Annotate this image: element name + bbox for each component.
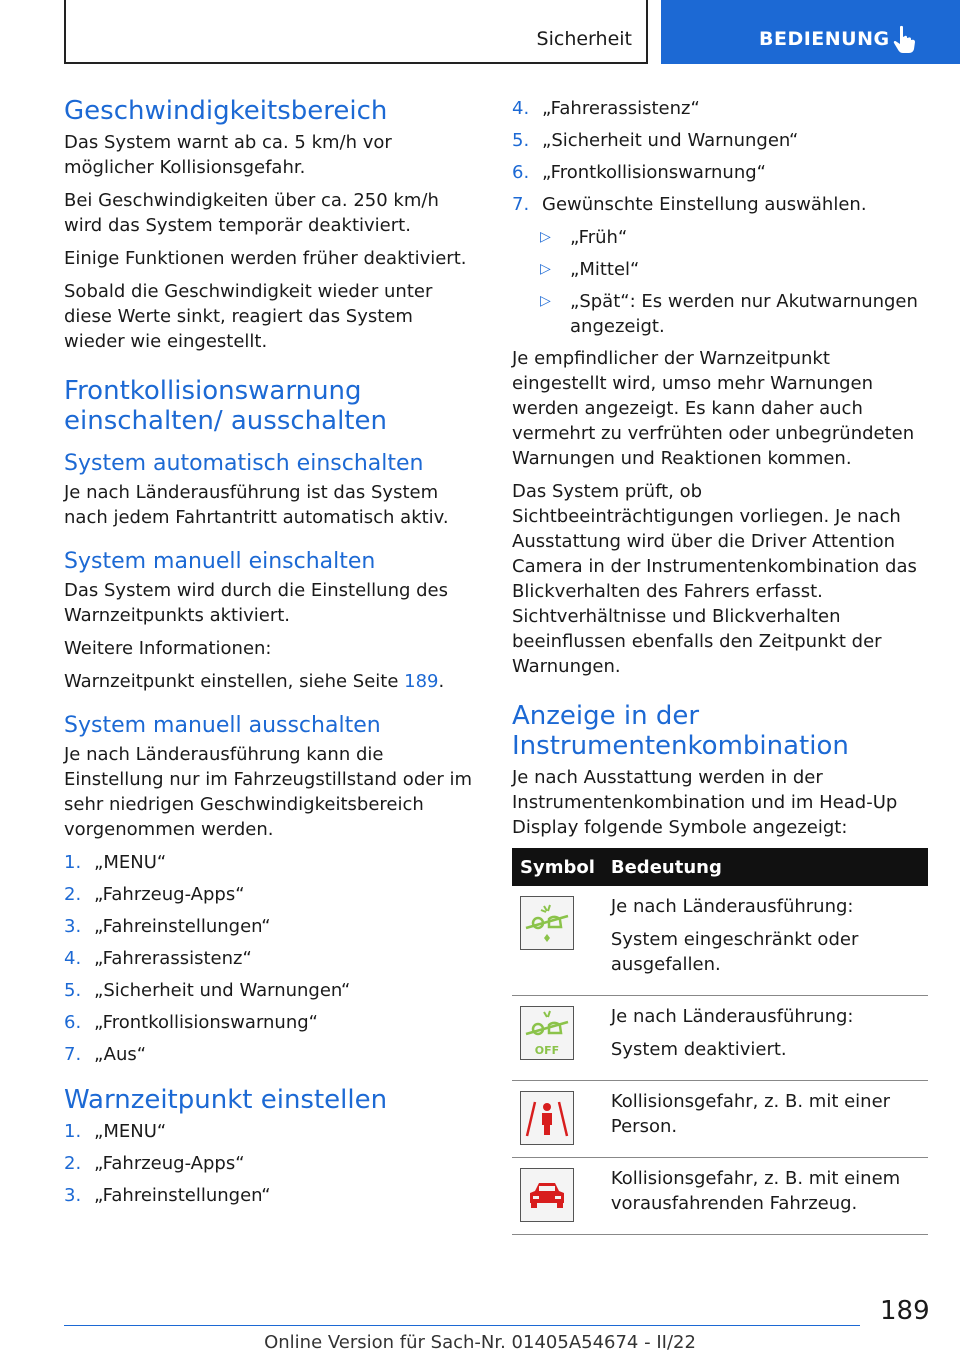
paragraph: Je nach Ausstattung werden in der Instrumentenkombination und im Head-Up Display folgende Symbole angezeigt: [512, 767, 898, 838]
meaning-text: System deaktiviert. [610, 1039, 787, 1060]
steps-manual-off [64, 850, 478, 1067]
meaning-text: System eingeschränkt oder ausgefallen. [610, 929, 859, 975]
step-text: „Fahreinstellungen“ [94, 916, 271, 937]
list-item [64, 946, 478, 971]
table-row [512, 1081, 928, 1158]
step-text: „Fahrerassistenz“ [542, 98, 700, 119]
paragraph: Das System warnt ab ca. 5 km/h vor möglicher Kollisionsgefahr. [64, 132, 392, 178]
meaning-text: Je nach Länderausführung: [610, 1006, 854, 1027]
footer-divider [64, 1325, 860, 1326]
person-collision-icon [520, 1091, 574, 1145]
paragraph: Weitere Informationen: [64, 638, 272, 659]
step-number: 1. [64, 1121, 82, 1142]
table-row [512, 996, 928, 1081]
meaning-text: Kollisionsgefahr, z. B. mit einem vorausfahrenden Fahrzeug. [610, 1168, 901, 1214]
paragraph-crossref [64, 669, 478, 694]
off-label: OFF [534, 1044, 560, 1057]
meaning-text: Je nach Länderausführung: [610, 896, 854, 917]
option-item [540, 225, 928, 250]
option-text: „Spät“: Es werden nur Akutwarnungen angezeigt. [570, 291, 918, 337]
crossref-text: Warnzeitpunkt einstellen, siehe Seite [64, 671, 405, 692]
right-column [512, 96, 928, 1235]
option-list [512, 225, 928, 339]
list-item [64, 978, 478, 1003]
triangle-bullet-icon: ▷ [540, 261, 551, 277]
header-chapter-tab [661, 0, 960, 64]
paragraph: Sobald die Geschwindigkeit wieder unter diese Werte sinkt, reagiert das System wieder wie eingestellt. [64, 281, 433, 352]
list-item [512, 96, 928, 121]
list-item [64, 882, 478, 907]
meaning-text: Kollisionsgefahr, z. B. mit einer Person. [610, 1091, 891, 1137]
step-number: 5. [512, 130, 530, 151]
step-text: „Fahrzeug-Apps“ [94, 1153, 245, 1174]
step-number: 1. [64, 852, 82, 873]
column-header-meaning: Bedeutung [603, 848, 928, 886]
step-number: 5. [64, 980, 82, 1001]
step-number: 2. [64, 1153, 82, 1174]
steps-warnzeitpunkt-continued [512, 96, 928, 217]
collision-warning-restricted-icon [520, 896, 574, 950]
step-number: 4. [512, 98, 530, 119]
step-number: 3. [64, 1185, 82, 1206]
pointing-hand-icon [891, 24, 917, 54]
subheading-manual-off: System manuell ausschalten [64, 713, 381, 738]
crossref-end: . [438, 671, 445, 692]
paragraph: Je nach Länderausführung kann die Einstellung nur im Fahrzeugstillstand oder im sehr niedrigen Geschwindigkeitsbereich vorgenommen werden. [64, 744, 472, 840]
list-item [64, 1151, 478, 1176]
paragraph: Einige Funktionen werden früher deaktiviert. [64, 248, 467, 269]
step-text: „Sicherheit und Warnungen“ [542, 130, 799, 151]
column-header-symbol: Symbol [512, 848, 603, 886]
page-number: 189 [880, 1296, 930, 1326]
step-text: „Fahreinstellungen“ [94, 1185, 271, 1206]
step-text: Gewünschte Einstellung auswählen. [542, 194, 867, 215]
step-number: 4. [64, 948, 82, 969]
vehicle-collision-icon [520, 1168, 574, 1222]
paragraph: Bei Geschwindigkeiten über ca. 250 km/h wird das System temporär deaktiviert. [64, 190, 439, 236]
list-item [64, 914, 478, 939]
list-item [512, 128, 928, 153]
triangle-bullet-icon: ▷ [540, 229, 551, 245]
paragraph: Je empfindlicher der Warnzeitpunkt eingestellt wird, umso mehr Warnungen werden angezeigt. Es kann daher auch vermehrt zu verfrühten oder unbegründeten Warnungen und Reaktionen kommen. [512, 348, 915, 469]
list-item [64, 1042, 478, 1067]
paragraph: Das System wird durch die Einstellung des Warnzeitpunkts aktiviert. [64, 580, 449, 626]
triangle-bullet-icon: ▷ [540, 293, 551, 309]
step-text: „Frontkollisionswarnung“ [542, 162, 766, 183]
header-section-title: Sicherheit [536, 28, 632, 50]
page-reference-link[interactable]: 189 [404, 671, 439, 692]
step-text: „Fahrerassistenz“ [94, 948, 252, 969]
table-row [512, 1158, 928, 1235]
list-item [512, 160, 928, 185]
subheading-manual-on: System manuell einschalten [64, 549, 376, 574]
option-item [540, 289, 928, 339]
section-heading-geschwindigkeitsbereich: Geschwindigkeitsbereich [64, 96, 388, 126]
table-header-row [512, 848, 928, 886]
list-item [64, 1119, 478, 1144]
option-text: „Mittel“ [570, 259, 640, 280]
section-heading-anzeige: Anzeige in der Instrumentenkombination [512, 701, 849, 761]
section-heading-onoff: Frontkollisionswarnung einschalten/ ausschalten [64, 376, 387, 436]
step-text: „MENU“ [94, 852, 167, 873]
step-text: „Frontkollisionswarnung“ [94, 1012, 318, 1033]
collision-warning-off-icon [520, 1006, 574, 1060]
step-text: „Fahrzeug-Apps“ [94, 884, 245, 905]
paragraph: Je nach Länderausführung ist das System nach jedem Fahrtantritt automatisch aktiv. [64, 482, 449, 528]
footer-online-version: Online Version für Sach-Nr. 01405A54674 - II/22 [264, 1332, 696, 1353]
step-number: 7. [64, 1044, 82, 1065]
left-column [64, 96, 478, 1216]
step-number: 6. [64, 1012, 82, 1033]
step-text: „MENU“ [94, 1121, 167, 1142]
step-number: 3. [64, 916, 82, 937]
step-text: „Sicherheit und Warnungen“ [94, 980, 351, 1001]
list-item [64, 1010, 478, 1035]
option-text: „Früh“ [570, 227, 628, 248]
subheading-auto-on: System automatisch einschalten [64, 451, 424, 476]
option-item [540, 257, 928, 282]
step-number: 6. [512, 162, 530, 183]
step-number: 7. [512, 194, 530, 215]
list-item [512, 192, 928, 217]
steps-warnzeitpunkt [64, 1119, 478, 1208]
list-item [64, 1183, 478, 1208]
header-chapter-label: BEDIENUNG [759, 28, 890, 50]
paragraph: Das System prüft, ob Sichtbeeinträchtigungen vorliegen. Je nach Ausstattung wird über die Driver Attention Camera in der Instrumentenkombination das Blickverhalten des Fahrers erfasst. Sichtverhältnisse und Blickverhalten beeinflussen ebenfalls den Zeitpunkt der Warnungen. [512, 481, 917, 677]
step-text: „Aus“ [94, 1044, 147, 1065]
header-section-box [64, 0, 648, 64]
section-heading-warnzeitpunkt: Warnzeitpunkt einstellen [64, 1085, 388, 1115]
step-number: 2. [64, 884, 82, 905]
table-row [512, 886, 928, 996]
list-item [64, 850, 478, 875]
symbol-table [512, 848, 928, 1235]
